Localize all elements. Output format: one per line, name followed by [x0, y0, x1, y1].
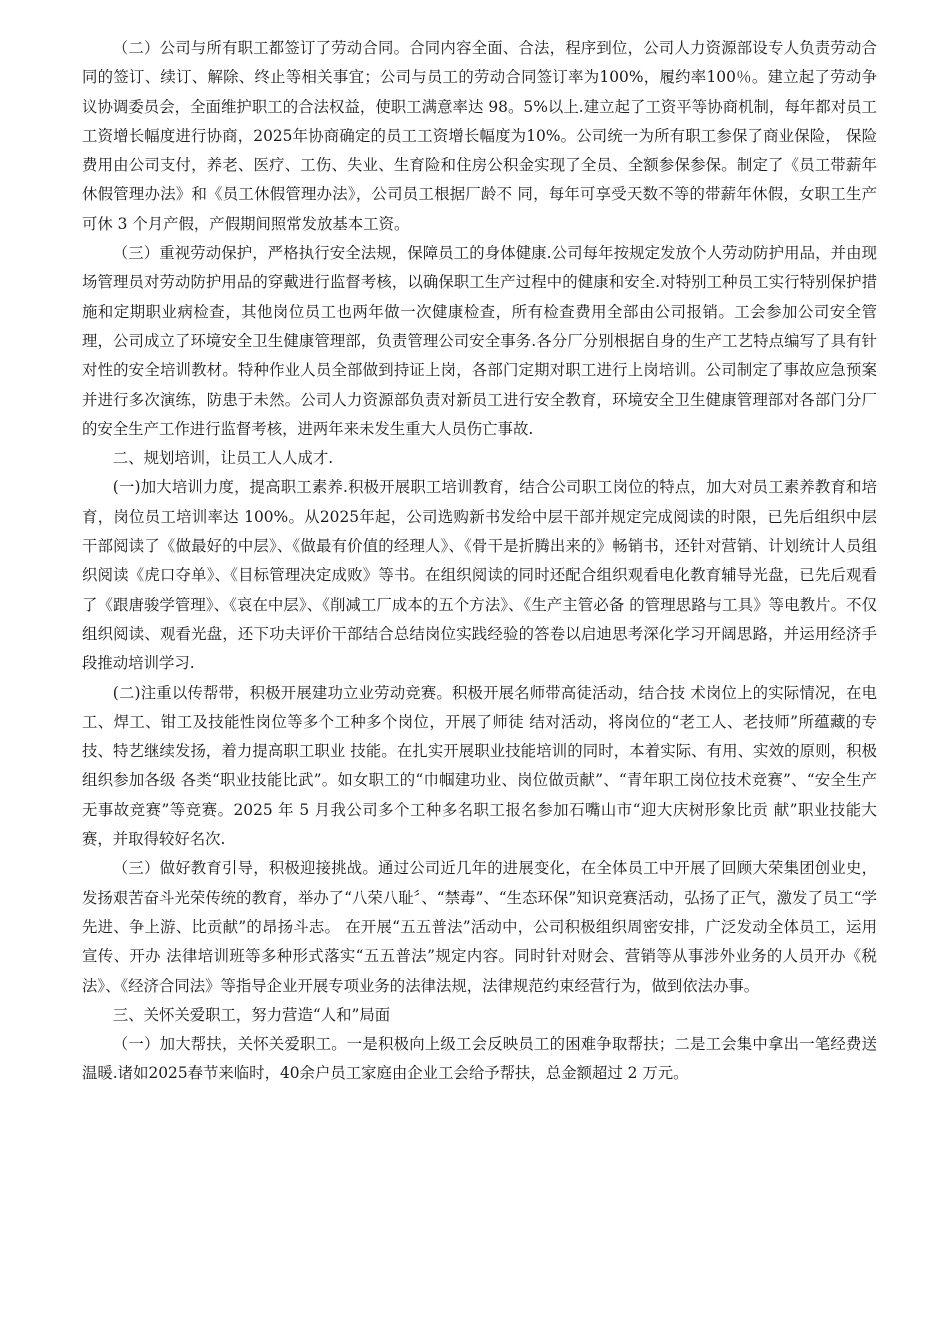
document-page [82, 34, 877, 1089]
section-heading-training: 二、规划培训，让员工人人成才. [112, 449, 334, 468]
section-heading-care: 三、关怀关爱职工，努力营造“人和”局面 [112, 1005, 391, 1024]
paragraph-mentoring: (二)注重以传帮带，积极开展建功立业劳动竞赛。积极开展名师带高徒活动，结合技 术岗位上的实际情况，在电工、焊工、钳工及技能性岗位等多个工种多个岗位，开展了师徒 结对活动，将岗位的“老工人、老技师”所蕴藏的专技、特艺继续发扬，着力提高职工职业 技能。在扎实开展职业技能培训的同时，本着实际、有用、实效的原则，积极组织参加各级 各类“职业技能比武”。如女职工的“巾帼建功业、岗位做贡献”、“青年职工岗位技术竞赛”、“安全生产无事故竞赛”等竞赛。2025 年 5 月我公司多个工种多名职工报名参加石嘴山市“迎大庆树形象比贡 献”职业技能大赛，并取得较好名次. [82, 683, 877, 849]
paragraph-labor-protection: （三）重视劳动保护，严格执行安全法规，保障员工的身体健康.公司每年按规定发放个人劳动防护用品，并由现场管理员对劳动防护用品的穿戴进行监督考核，以确保职工生产过程中的健康和安全.对特别工种员工实行特别保护措施和定期职业病检查，其他岗位员工也两年做一次健康检查，所有检查费用全部由公司报销。工会参加公司安全管理，公司成立了环境安全卫生健康管理部，负责管理公司安全事务.各分厂分别根据自身的生产工艺特点编写了具有针对性的安全培训教材。特种作业人员全部做到持证上岗，各部门定期对职工进行上岗培训。公司制定了事故应急预案并进行多次演练，防患于未然。公司人力资源部负责对新员工进行安全教育，环境安全卫生健康管理部对各部门分厂的安全生产工作进行监督考核，进两年来未发生重大人员伤亡事故. [82, 244, 877, 438]
paragraph-labor-contracts: （二）公司与所有职工都签订了劳动合同。合同内容全面、合法，程序到位，公司人力资源部设专人负责劳动合同的签订、续订、解除、终止等相关事宜；公司与员工的劳动合同签订率为100%，履约率100％。建立起了劳动争议协调委员会，全面维护职工的合法权益，使职工满意率达 98。5%以上.建立起了工资平等协商机制，每年都对员工工资增长幅度进行协商，2025年协商确定的员工工资增长幅度为10%。公司统一为所有职工参保了商业保险， 保险费用由公司支付，养老、医疗、工伤、失业、生育险和住房公积金实现了全员、全额参保参保。制定了《员工带薪年休假管理办法》和《员工休假管理办法》，公司员工根据厂龄不 同，每年可享受天数不等的带薪年休假，女职工生产可休 3 个月产假，产假期间照常发放基本工资。 [82, 39, 877, 233]
paragraph-training-intensity: (一)加大培训力度，提高职工素养.积极开展职工培训教育，结合公司职工岗位的特点，加大对员工素养教育和培育，岗位员工培训率达 100%。从2025年起，公司选购新书发给中层干部并规定完成阅读的时限，已先后组织中层干部阅读了《做最好的中层》、《做最有价值的经理人》、《骨干是折腾出来的》畅销书，还针对营销、计划统计人员组织阅读《虎口夺单》、《目标管理决定成败》等书。在组织阅读的同时还配合组织观看电化教育辅导光盘，已先后观看了《跟唐骏学管理》、《哀在中层》、《削减工厂成本的五个方法》、《生产主管必备 的管理思路与工具》等电教片。不仅组织阅读、观看光盘，还下功夫评价干部结合总结岗位实践经验的答卷以启迪思考深化学习开阔思路，并运用经济手段推动培训学习. [82, 478, 877, 673]
paragraph-education-guidance: （三）做好教育引导，积极迎接挑战。通过公司近几年的进展变化，在全体员工中开展了回顾大荣集团创业史，发扬艰苦奋斗光荣传统的教育，举办了“八荣八耻〞、“禁毒”、“生态环保”知识竞赛活动，弘扬了正气，激发了员工“学先进、争上游、比贡献”的昂扬斗志。 在开展“五五普法”活动中，公司积极组织周密安排，广泛发动全体员工，运用宣传、开办 法律培训班等多种形式落实“五五普法”规定内容。同时针对财会、营销等从事涉外业务的人员开办《税法》、《经济合同法》等指导企业开展专项业务的法律法规，法律规范约束经营行为，做到依法办事。 [82, 859, 877, 995]
paragraph-assistance: （一）加大帮扶，关怀关爱职工。一是积极向上级工会反映员工的困难争取帮扶；二是工会集中拿出一笔经费送温暖.诸如2025春节来临时，40余户员工家庭由企业工会给予帮扶，总金额超过 2 万元。 [82, 1035, 877, 1083]
